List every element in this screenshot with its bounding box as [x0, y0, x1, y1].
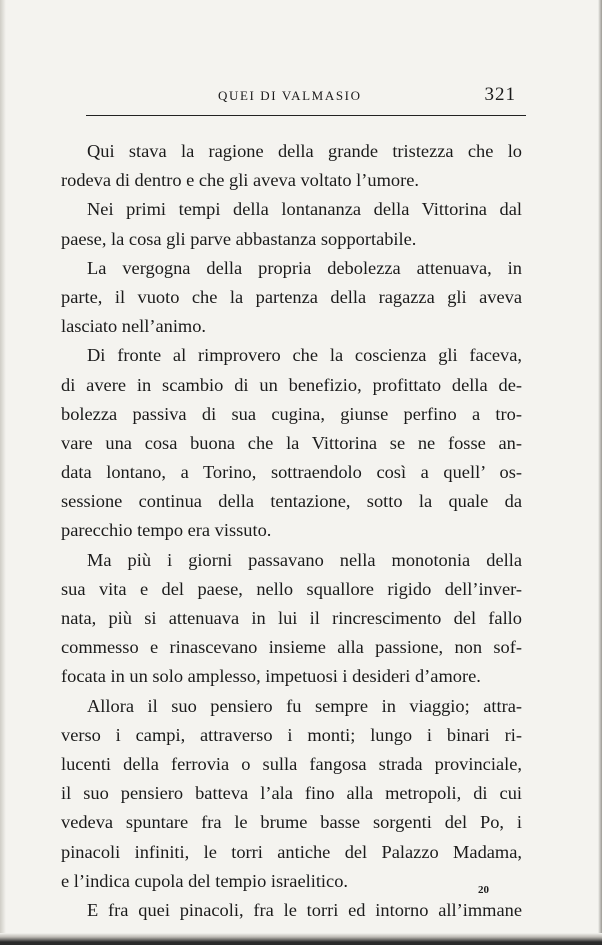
- text-line: e l’indica cupola del tempio israelitico.: [61, 870, 348, 891]
- text-line: vare una cosa buona che la Vittorina se ne fosse an-: [61, 432, 522, 453]
- text-line: Allora il suo pensiero fu sempre in viaggio; attra-: [87, 695, 522, 716]
- text-line: data lontano, a Torino, sottraendolo così a quell’ os-: [61, 462, 522, 483]
- text-line: Qui stava la ragione della grande tristezza che lo: [87, 141, 522, 161]
- page-bottom-edge: [0, 933, 602, 945]
- text-line: bolezza passiva di sua cugina, giunse perfino a tro-: [61, 403, 522, 424]
- page-edge-shadow-right: [598, 0, 602, 945]
- text-line: Ma più i giorni passavano nella monotonia della: [87, 549, 522, 570]
- text-line: il suo pensiero batteva l’ala fino alla metropoli, di cui: [61, 783, 522, 804]
- text-line: E fra quei pinacoli, fra le torri ed intorno all’immane: [87, 899, 522, 920]
- header-rule: [86, 115, 526, 116]
- text-line: commesso e rinascevano insieme alla passione, non sof-: [61, 637, 522, 658]
- text-line: lucenti della ferrovia o sulla fangosa strada provinciale,: [61, 753, 522, 774]
- text-line: di avere in scambio di un benefizio, profittato della de-: [61, 374, 522, 395]
- body-text: [61, 137, 522, 925]
- text-line: Nei primi tempi della lontananza della Vittorina dal: [87, 199, 522, 220]
- text-line: nata, più si attenuava in lui il rincrescimento del fallo: [61, 608, 522, 628]
- page-number: 321: [484, 84, 516, 105]
- text-line: parte, il vuoto che la partenza della ragazza gli aveva: [61, 286, 522, 307]
- text-line: rodeva di dentro e che gli aveva voltato l’umore.: [61, 170, 419, 191]
- text-line: Di fronte al rimprovero che la coscienza gli faceva,: [87, 345, 522, 366]
- text-line: focata in un solo amplesso, impetuosi i desideri d’amore.: [61, 666, 481, 687]
- text-line: vedeva spuntare fra le brume basse sorgenti del Po, i: [61, 812, 522, 833]
- text-line: sessione continua della tentazione, sotto la quale da: [61, 491, 522, 512]
- text-line: paese, la cosa gli parve abbastanza sopportabile.: [61, 228, 417, 249]
- page-edge-shadow-left: [0, 0, 6, 945]
- text-line: pinacoli infiniti, le torri antiche del Palazzo Madama,: [61, 841, 522, 862]
- text-line: lasciato nell’animo.: [61, 316, 207, 337]
- page-header: [86, 84, 526, 110]
- text-line: parecchio tempo era vissuto.: [61, 520, 272, 541]
- running-title: QUEI DI VALMASIO: [218, 88, 362, 103]
- text-line: La vergogna della propria debolezza attenuava, in: [87, 257, 522, 278]
- text-line: verso i campi, attraverso i monti; lungo i binari ri-: [61, 724, 522, 745]
- text-line: sua vita e del paese, nello squallore rigido dell’inver-: [61, 578, 522, 599]
- signature-mark: 20: [478, 884, 489, 896]
